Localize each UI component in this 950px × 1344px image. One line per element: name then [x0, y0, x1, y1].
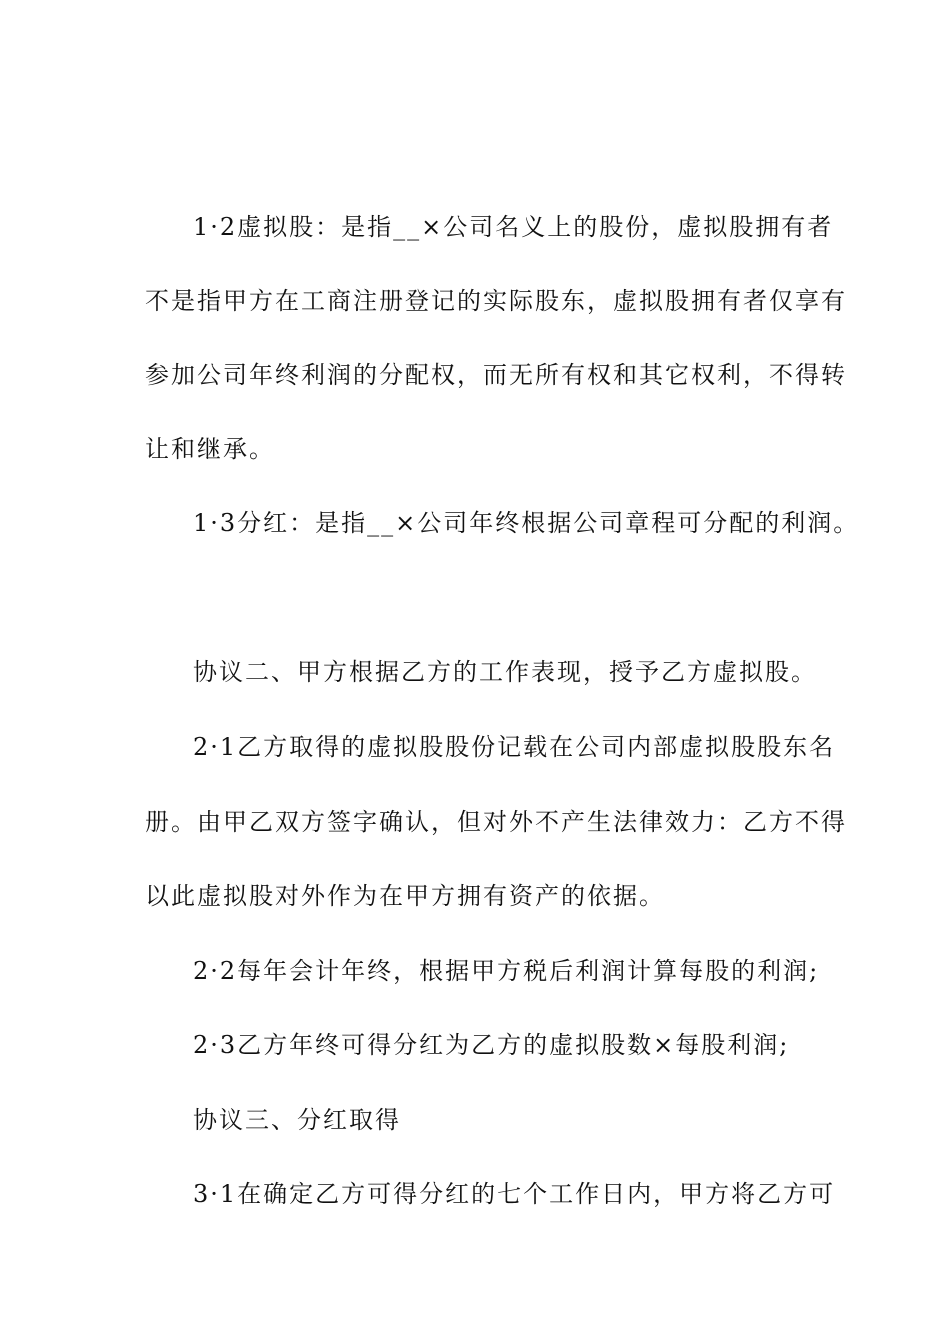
paragraph-line: 让和继承。 [145, 435, 275, 463]
paragraph-line: 以此虚拟股对外作为在甲方拥有资产的依据。 [145, 882, 665, 910]
paragraph-line: 2·3乙方年终可得分红为乙方的虚拟股数×每股利润; [193, 1031, 790, 1059]
section-heading: 协议二、甲方根据乙方的工作表现，授予乙方虚拟股。 [193, 658, 817, 686]
paragraph-line: 1·2虚拟股：是指__×公司名义上的股份，虚拟股拥有者 [193, 213, 834, 241]
paragraph-line: 2·2每年会计年终，根据甲方税后利润计算每股的利润; [193, 957, 820, 985]
section-heading: 协议三、分红取得 [193, 1106, 401, 1134]
paragraph-line: 2·1乙方取得的虚拟股股份记载在公司内部虚拟股股东名 [193, 733, 836, 761]
paragraph-line: 参加公司年终利润的分配权，而无所有权和其它权利，不得转 [145, 361, 847, 389]
paragraph-line: 1·3分红：是指__×公司年终根据公司章程可分配的利润。 [193, 509, 860, 537]
paragraph-line: 不是指甲方在工商注册登记的实际股东，虚拟股拥有者仅享有 [145, 287, 847, 315]
paragraph-line: 册。由甲乙双方签字确认，但对外不产生法律效力：乙方不得 [145, 808, 847, 836]
paragraph-line: 3·1在确定乙方可得分红的七个工作日内，甲方将乙方可 [193, 1180, 836, 1208]
